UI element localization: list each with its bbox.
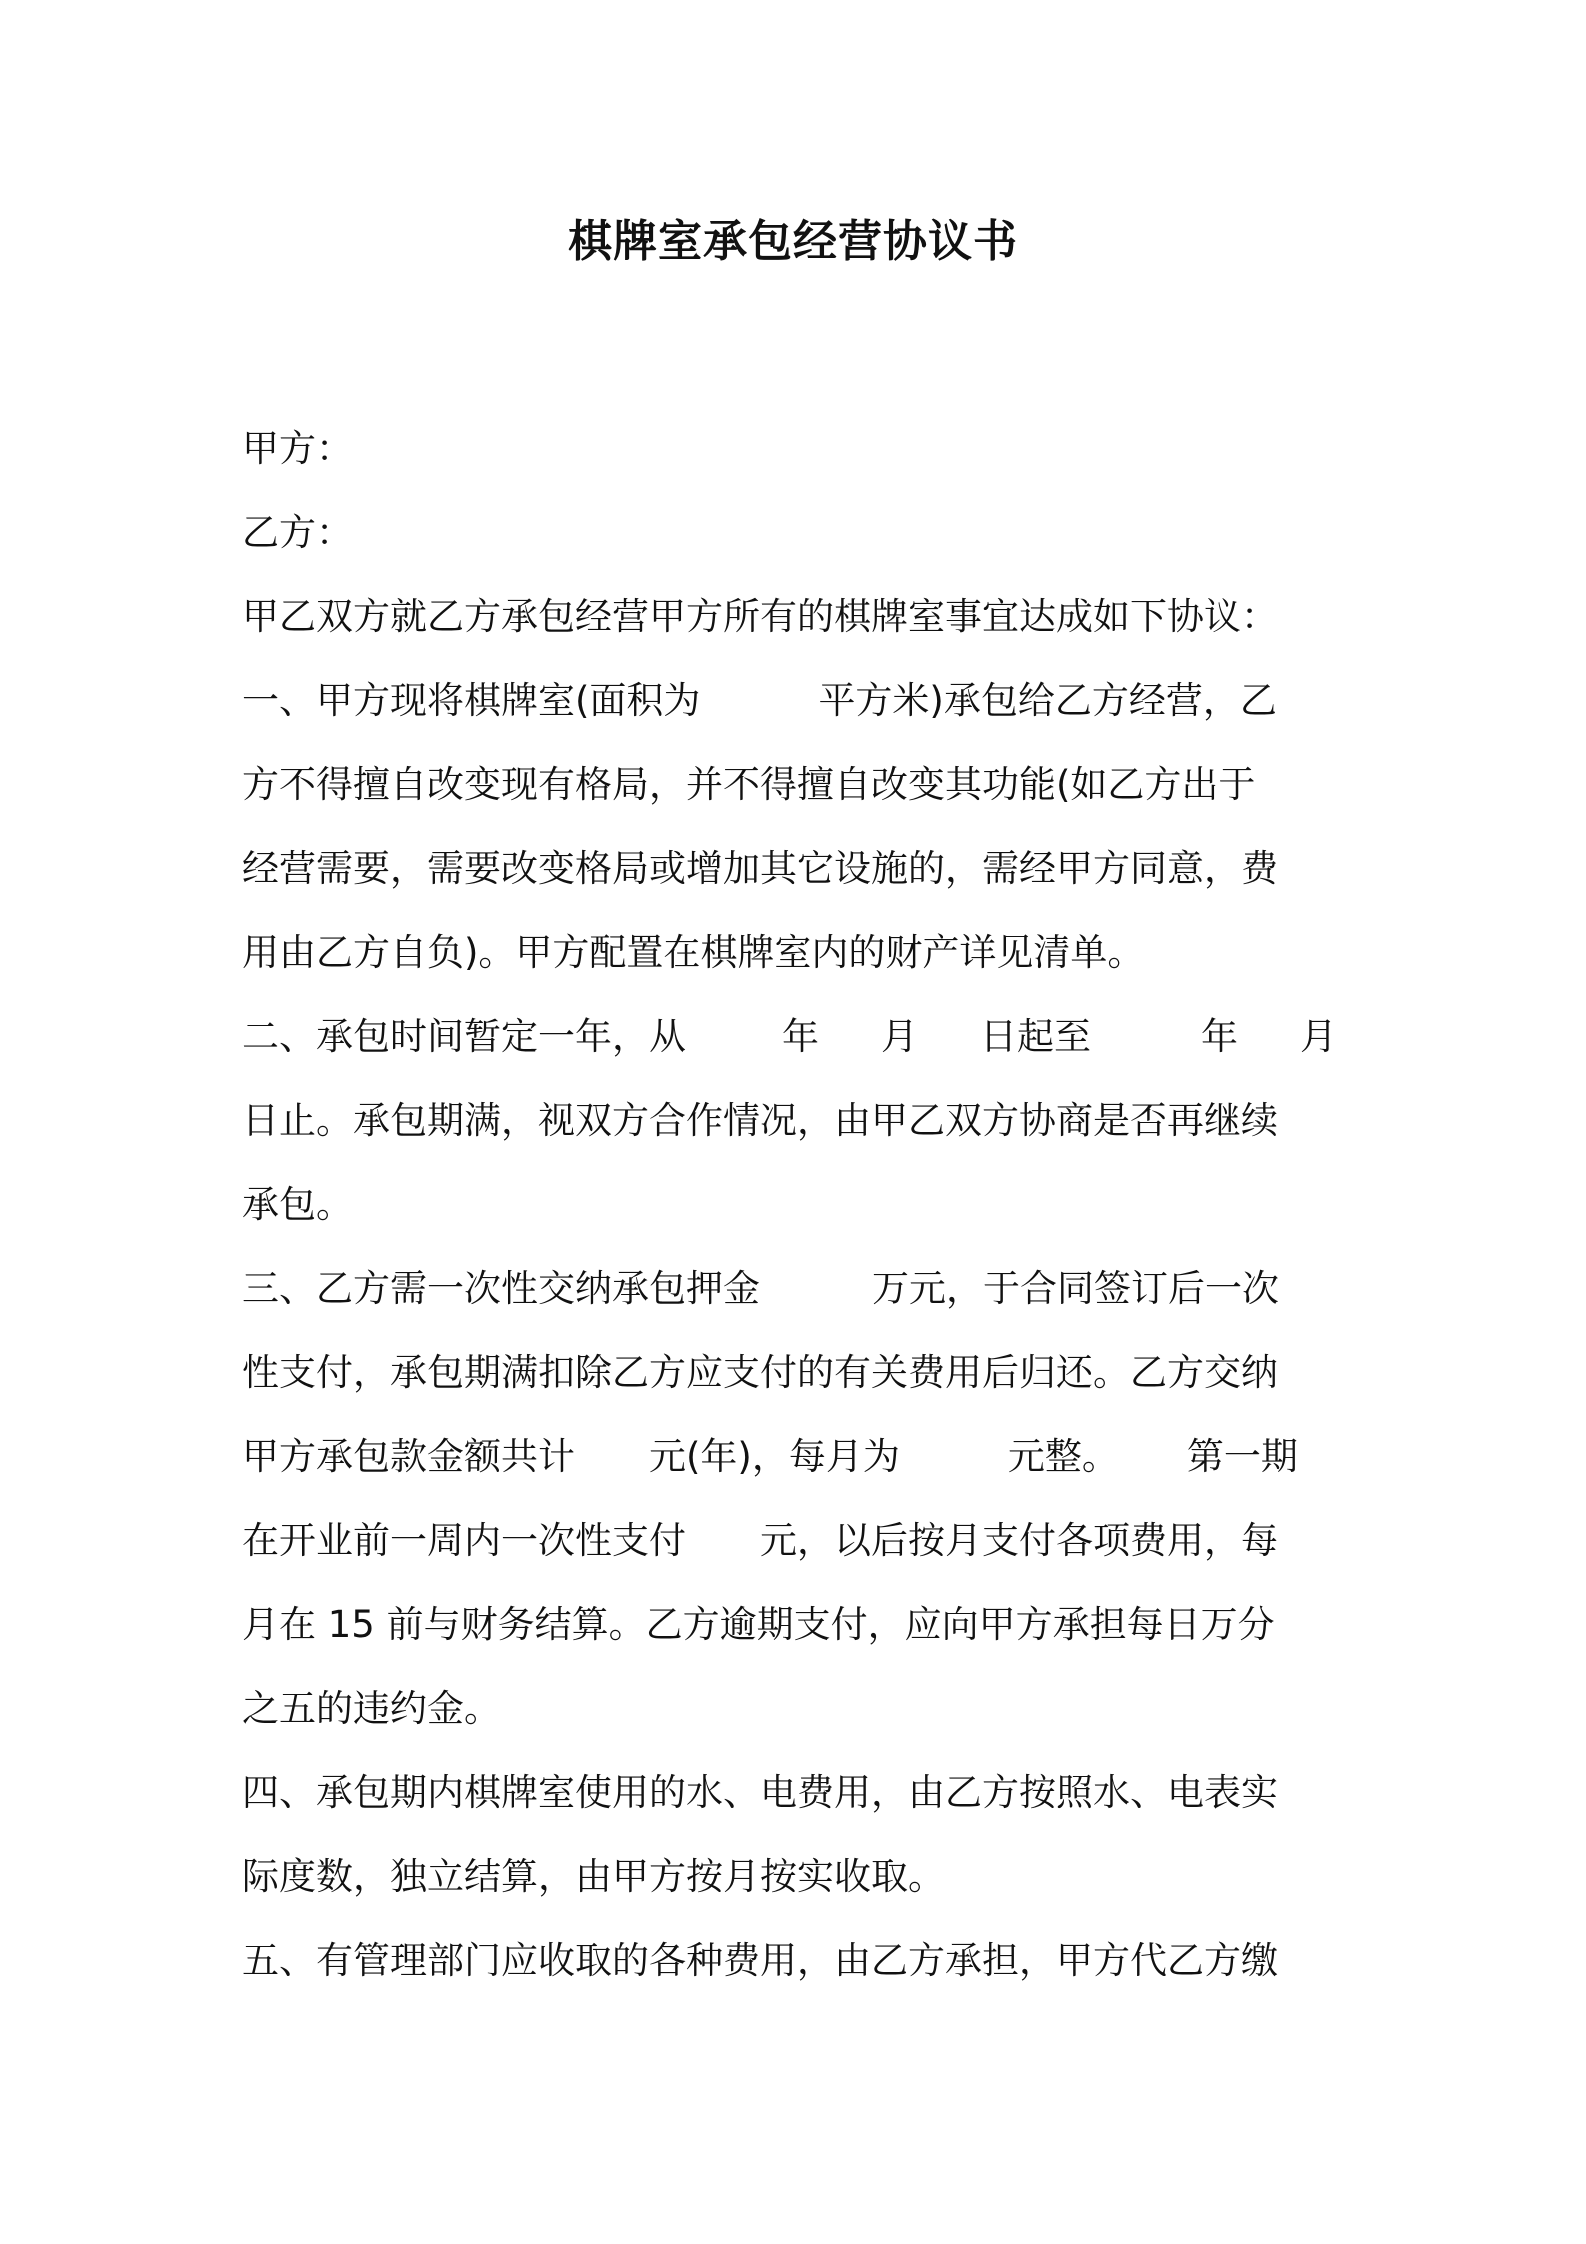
clause3-text-l3c: 元整。 bbox=[1007, 1435, 1119, 1478]
clause3-text-l6: 之五的违约金。 bbox=[242, 1687, 501, 1730]
clause3-text-l5: 月在 15 前与财务结算。乙方逾期支付，应向甲方承担每日万分 bbox=[242, 1603, 1275, 1646]
clause5-text-l1: 五、有管理部门应收取的各种费用，由乙方承担，甲方代乙方缴 bbox=[242, 1939, 1278, 1982]
clause3-line3 bbox=[242, 1415, 1352, 1499]
clause3-text-l3d: 第一期 bbox=[1186, 1435, 1298, 1478]
clause2-month: 月 bbox=[881, 1015, 918, 1058]
clause2-month2: 月 bbox=[1300, 1015, 1337, 1058]
clause2-line2 bbox=[242, 1079, 1352, 1163]
clause1-line2 bbox=[242, 743, 1352, 827]
clause3-text-b: 万元，于合同签订后一次 bbox=[872, 1267, 1279, 1310]
clause1-line4 bbox=[242, 911, 1352, 995]
clause1-text-l3: 经营需要，需要改变格局或增加其它设施的，需经甲方同意，费 bbox=[242, 847, 1278, 890]
document-title: 棋牌室承包经营协议书 bbox=[568, 216, 1018, 267]
clause3-text-a: 三、乙方需一次性交纳承包押金 bbox=[242, 1267, 760, 1310]
clause3-text-l4a: 在开业前一周内一次性支付 bbox=[242, 1519, 686, 1562]
clause5-line1 bbox=[242, 1919, 1352, 2003]
document-body bbox=[242, 407, 1352, 2003]
clause1-text-a: 一、甲方现将棋牌室(面积为 bbox=[242, 679, 701, 722]
clause3-line6 bbox=[242, 1667, 1352, 1751]
clause4-line1 bbox=[242, 1751, 1352, 1835]
party-b-label: 乙方： bbox=[242, 511, 353, 554]
clause4-text-l1: 四、承包期内棋牌室使用的水、电费用，由乙方按照水、电表实 bbox=[242, 1771, 1278, 1814]
intro-text: 甲乙双方就乙方承包经营甲方所有的棋牌室事宜达成如下协议： bbox=[242, 595, 1278, 638]
clause3-line4 bbox=[242, 1499, 1352, 1583]
clause1-text-b: 平方米)承包给乙方经营，乙 bbox=[818, 679, 1277, 722]
party-a-line bbox=[242, 407, 1352, 491]
clause4-line2 bbox=[242, 1835, 1352, 1919]
intro-line bbox=[242, 575, 1352, 659]
clause2-line1 bbox=[242, 995, 1352, 1079]
clause1-text-l2: 方不得擅自改变现有格局，并不得擅自改变其功能(如乙方出于 bbox=[242, 763, 1256, 806]
clause3-text-l3b: 元(年)，每月为 bbox=[649, 1435, 900, 1478]
clause2-text-l3: 承包。 bbox=[242, 1183, 353, 1226]
clause3-line1 bbox=[242, 1247, 1352, 1331]
clause2-text-l2: 日止。承包期满，视双方合作情况，由甲乙双方协商是否再继续 bbox=[242, 1099, 1278, 1142]
clause4-text-l2: 际度数，独立结算，由甲方按月按实收取。 bbox=[242, 1855, 945, 1898]
clause1-text-l4: 用由乙方自负)。甲方配置在棋牌室内的财产详见清单。 bbox=[242, 931, 1145, 974]
clause3-text-l4b: 元，以后按月支付各项费用，每 bbox=[760, 1519, 1278, 1562]
clause1-line3 bbox=[242, 827, 1352, 911]
clause3-line2 bbox=[242, 1331, 1352, 1415]
clause2-year2: 年 bbox=[1201, 1015, 1238, 1058]
clause2-line3 bbox=[242, 1163, 1352, 1247]
clause2-year: 年 bbox=[782, 1015, 819, 1058]
clause3-text-l3a: 甲方承包款金额共计 bbox=[242, 1435, 575, 1478]
clause3-line5 bbox=[242, 1583, 1352, 1667]
party-b-line bbox=[242, 491, 1352, 575]
clause2-text-a: 二、承包时间暂定一年，从 bbox=[242, 1015, 686, 1058]
clause2-day-to: 日起至 bbox=[980, 1015, 1091, 1058]
clause1-line1 bbox=[242, 659, 1352, 743]
party-a-label: 甲方： bbox=[242, 427, 353, 470]
clause3-text-l2: 性支付，承包期满扣除乙方应支付的有关费用后归还。乙方交纳 bbox=[242, 1351, 1278, 1394]
